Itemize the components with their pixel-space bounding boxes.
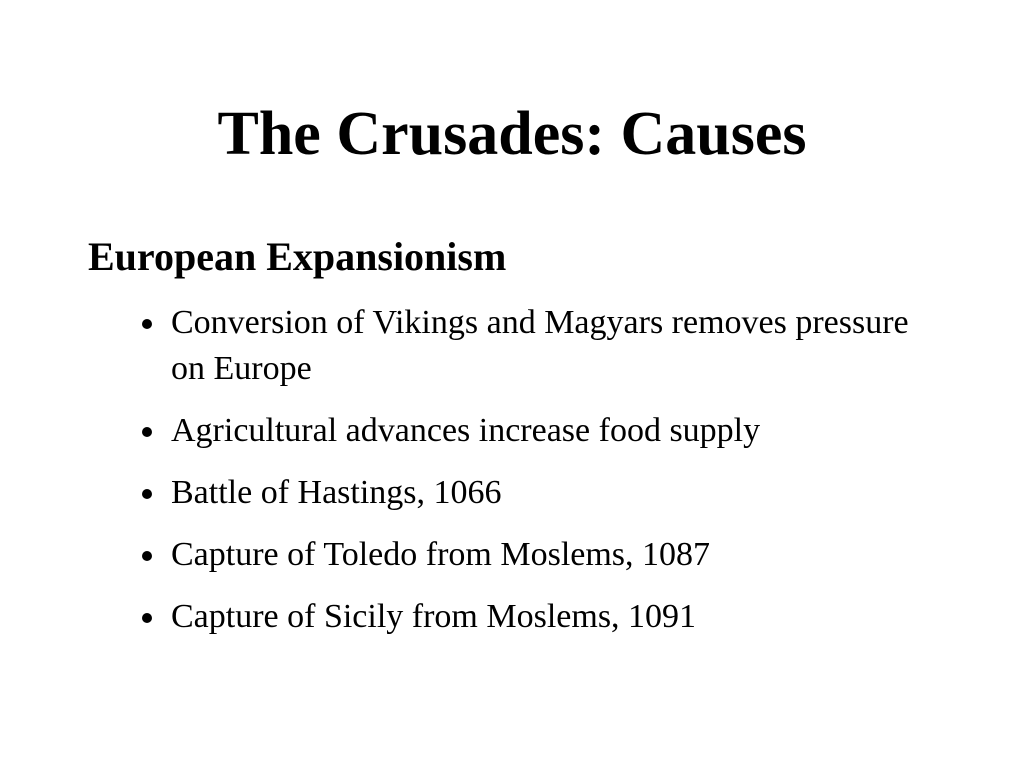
bullet-text: Battle of Hastings, 1066 (171, 474, 502, 511)
bullet-text: Capture of Sicily from Moslems, 1091 (171, 598, 697, 635)
bullet-list (138, 300, 938, 656)
section-heading: European Expansionism (88, 234, 507, 279)
bullet-text: Conversion of Vikings and Magyars removes pressure on Europe (171, 304, 909, 387)
bullet-icon (142, 427, 152, 437)
bullet-icon (142, 489, 152, 499)
bullet-icon (142, 613, 152, 623)
list-item (138, 594, 938, 640)
bullet-icon (142, 319, 152, 329)
list-item (138, 408, 938, 454)
list-item (138, 470, 938, 516)
bullet-text: Capture of Toledo from Moslems, 1087 (171, 536, 711, 573)
list-item (138, 300, 938, 392)
slide-title: The Crusades: Causes (217, 100, 807, 168)
bullet-text: Agricultural advances increase food supply (171, 412, 761, 449)
bullet-icon (142, 551, 152, 561)
list-item (138, 532, 938, 578)
